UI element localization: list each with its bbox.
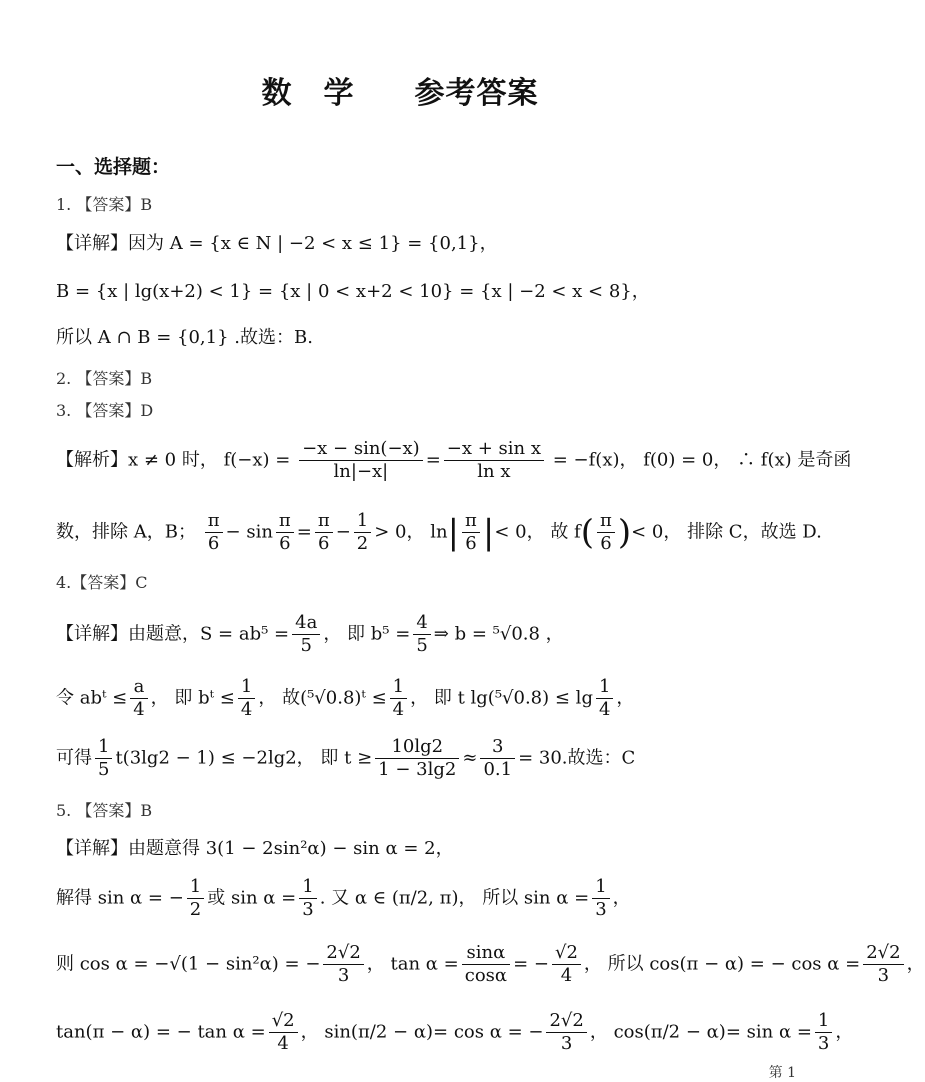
q5-answer: 5. 【答案】B bbox=[56, 801, 153, 820]
fraction: $\frac{2√2}{3}$ bbox=[323, 942, 363, 987]
fraction: $\frac{\pi}{6}$ bbox=[276, 510, 294, 555]
fraction: $\frac{1}{5}$ bbox=[95, 736, 112, 781]
q5-explain-line3: 则 cos α = −√(1 − sin²α) = − $\frac{2√2}{3}$ ， tan α = $\frac{\sin\alpha}{\cos\alpha}$ = − $\frac{√2}{4}$ ， 所以 cos(π − α) = − cos α = $\frac{2√2}{3}$ ， bbox=[56, 942, 925, 986]
q1-explain-line3: 所以 A ∩ B = {0,1} .故选：B. bbox=[56, 327, 313, 348]
fraction: $\frac{\pi}{6}$ bbox=[205, 510, 223, 555]
fraction: $\frac{\sin\alpha}{\cos\alpha}$ bbox=[462, 942, 510, 987]
fraction: $\frac{2√2}{3}$ bbox=[546, 1010, 586, 1055]
q4-explain-line3: 可得 $\frac{1}{5}$ t(3lg2 − 1) ≤ −2lg2， 即 t ≥ $\frac{10\lg 2}{1 - 3\lg 2}$ ≈ $\frac{3}{0.1}$ = 30.故选：C bbox=[56, 736, 636, 780]
q5-explain-line4: tan(π − α) = − tan α = $\frac{√2}{4}$ ， sin(π/2 − α)= cos α = − $\frac{2√2}{3}$ ， cos(π/2 − α)= sin α = $\frac{1}{3}$ ， bbox=[56, 1010, 854, 1054]
fraction: $\frac{1}{2}$ bbox=[187, 876, 204, 921]
q3-answer: 3. 【答案】D bbox=[56, 401, 154, 420]
q1-explain-line2: B = {x | lg(x+2) < 1} = {x | 0 < x+2 < 10} = {x | −2 < x < 8}， bbox=[56, 281, 650, 302]
title-answer-key: 参考答案 bbox=[414, 76, 539, 111]
q3-explain-line2: 数，排除 A，B； $\frac{\pi}{6}$ − sin $\frac{\pi}{6}$ = $\frac{\pi}{6}$ − $\frac{1}{2}$ > 0， ln| $\frac{\pi}{6}$ |< 0， 故 f( $\frac{\pi}{6}$ )< 0， 排除 C，故选 D. bbox=[56, 510, 822, 554]
fraction: $\frac{√2}{4}$ bbox=[552, 942, 581, 987]
section-heading: 一、选择题： bbox=[56, 156, 171, 178]
q1-answer: 1. 【答案】B bbox=[56, 195, 153, 214]
q2-answer: 2. 【答案】B bbox=[56, 369, 153, 388]
fraction: $\frac{3}{0.1}$ bbox=[480, 736, 515, 781]
fraction: $\frac{1}{3}$ bbox=[299, 876, 316, 921]
fraction: $\frac{1}{2}$ bbox=[354, 510, 371, 555]
page-number: 第 1 bbox=[768, 1065, 796, 1081]
fraction: $\frac{1}{4}$ bbox=[596, 676, 613, 721]
q4-explain-line1: 【详解】由题意，S = ab⁵ = $\frac{4a}{5}$ ， 即 b⁵ = $\frac{4}{5}$ ⇒ b = ⁵√0.8 ， bbox=[56, 612, 564, 656]
q5-explain-line1: 【详解】由题意得 3(1 − 2sin²α) − sin α = 2， bbox=[56, 838, 454, 859]
fraction: $\frac{4a}{5}$ bbox=[292, 612, 320, 657]
fraction: $\frac{\pi}{6}$ bbox=[462, 510, 480, 555]
fraction: $\frac{\pi}{6}$ bbox=[597, 510, 615, 555]
page-title bbox=[0, 68, 800, 112]
fraction: $\frac{10\lg 2}{1 - 3\lg 2}$ bbox=[375, 736, 459, 781]
fraction: $\frac{a}{4}$ bbox=[130, 676, 147, 721]
q3-text: f(−x) = bbox=[223, 449, 291, 471]
fraction: $\frac{-x - \sin(-x)}{\ln|-x|}$ bbox=[299, 438, 423, 483]
q3-text: = −f(x)， f(0) = 0， ∴ f(x) 是奇函 bbox=[552, 449, 852, 471]
fraction: $\frac{\pi}{6}$ bbox=[315, 510, 333, 555]
q5-explain-line2: 解得 sin α = − $\frac{1}{2}$ 或 sin α = $\frac{1}{3}$ . 又 α ∈ (π/2, π)， 所以 sin α = $\frac{1}{3}$ ， bbox=[56, 876, 631, 920]
q4-answer: 4.【答案】C bbox=[56, 573, 148, 592]
q3-text: 数，排除 A，B； bbox=[56, 521, 196, 543]
q4-explain-line2: 令 abᵗ ≤ $\frac{a}{4}$ ， 即 bᵗ ≤ $\frac{1}{4}$ ， 故(⁵√0.8)ᵗ ≤ $\frac{1}{4}$ ， 即 t lg(⁵√0.8) ≤ lg $\frac{1}{4}$ ， bbox=[56, 676, 635, 720]
title-subject: 数 学 bbox=[261, 76, 355, 111]
fraction: $\frac{1}{3}$ bbox=[592, 876, 609, 921]
fraction: $\frac{√2}{4}$ bbox=[269, 1010, 298, 1055]
fraction: $\frac{\text{−x + sin x}}{\text{ln x}}$ bbox=[444, 438, 544, 483]
fraction: $\frac{1}{4}$ bbox=[238, 676, 255, 721]
fraction: $\frac{2√2}{3}$ bbox=[863, 942, 903, 987]
q3-text: 【解析】x ≠ 0 时， bbox=[56, 449, 218, 471]
q3-explain-line1: 【解析】x ≠ 0 时， f(−x) = $\frac{-x - \sin(-x)}{\ln|-x|}$ = $\frac{\text{−x + sin x}}{\text{ln x}}$ = −f(x)， f(0) = 0， ∴ f(x) 是奇函 bbox=[56, 438, 852, 482]
fraction: $\frac{4}{5}$ bbox=[413, 612, 430, 657]
fraction: $\frac{1}{3}$ bbox=[815, 1010, 832, 1055]
q1-explain-line1: 【详解】因为 A = {x ∈ N | −2 < x ≤ 1} = {0,1}， bbox=[56, 233, 498, 254]
fraction: $\frac{1}{4}$ bbox=[390, 676, 407, 721]
